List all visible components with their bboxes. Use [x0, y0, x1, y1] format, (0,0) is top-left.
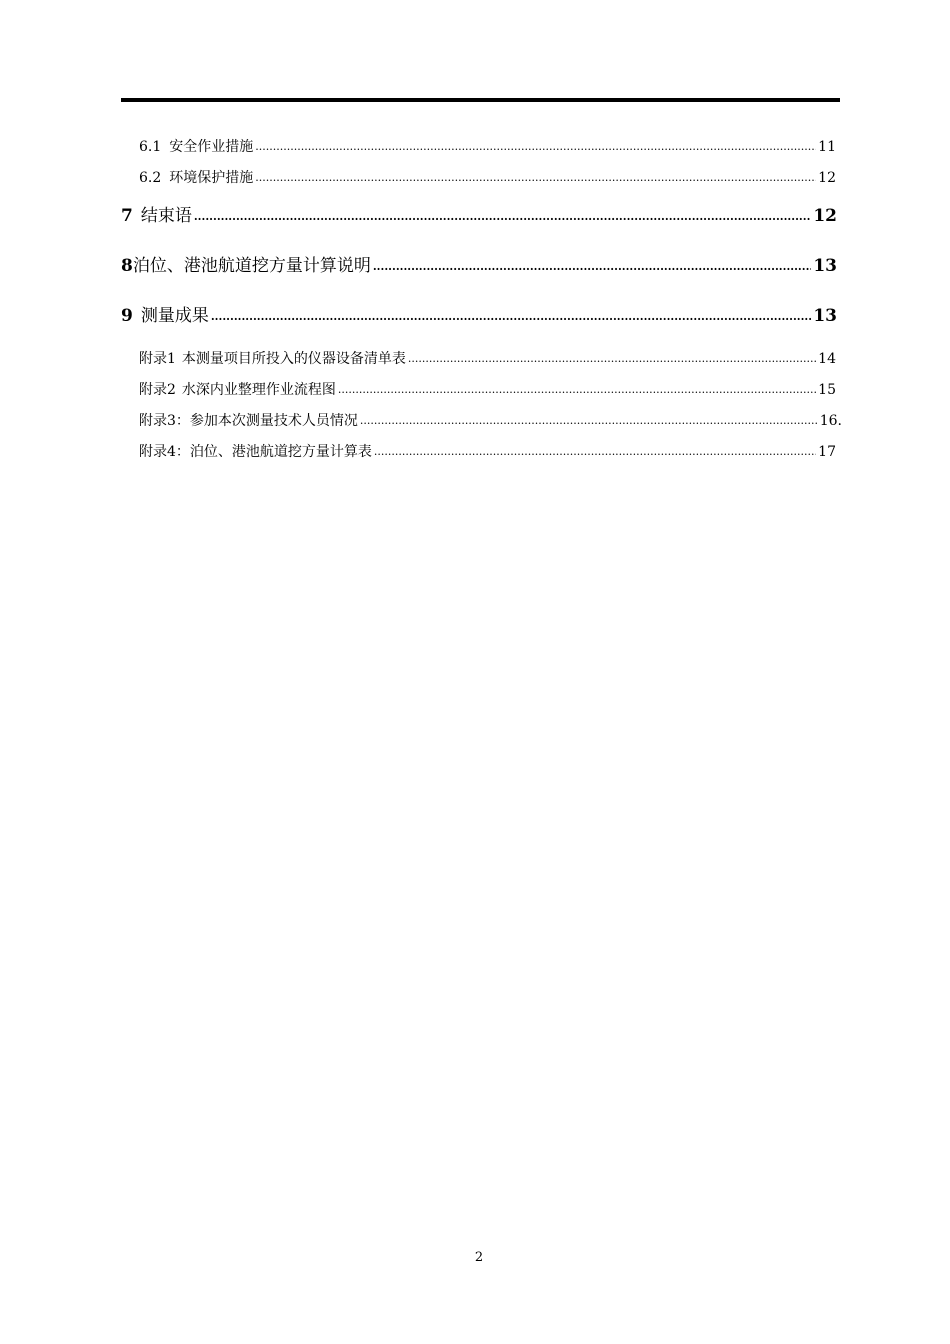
toc-entry-page: 17 [818, 444, 836, 460]
toc-dot-leader [338, 384, 816, 395]
toc-entry-appendix-4[interactable] [139, 445, 836, 459]
toc-entry-title: 环境保护措施 [169, 170, 254, 186]
page-number: 2 [474, 1250, 484, 1265]
toc-dot-leader [255, 172, 816, 183]
toc-entry-6-2[interactable] [139, 171, 836, 185]
toc-entry-page: 16. [819, 413, 842, 429]
toc-entry-number: 附录1 [139, 351, 176, 367]
toc-dot-leader [211, 311, 811, 322]
header-rule [121, 98, 840, 102]
toc-entry-appendix-1[interactable] [139, 352, 836, 366]
toc-entry-title: 安全作业措施 [169, 139, 254, 155]
toc-entry-7[interactable] [121, 208, 837, 225]
toc-entry-number: 6.1 [139, 139, 162, 155]
toc-entry-number: 附录2 [139, 382, 176, 398]
toc-entry-page: 11 [818, 139, 836, 155]
toc-entry-page: 14 [818, 351, 836, 367]
toc-entry-title: 参加本次测量技术人员情况 [189, 413, 358, 429]
toc-entry-title: 本测量项目所投入的仪器设备清单表 [181, 351, 406, 367]
toc-entry-title: 泊位、港池航道挖方量计算说明 [132, 256, 371, 276]
toc-dot-leader [374, 446, 816, 457]
toc-entry-page: 15 [818, 382, 836, 398]
toc-dot-leader [194, 211, 811, 222]
toc-entry-page: 13 [813, 256, 837, 276]
toc-entry-title: 水深内业整理作业流程图 [181, 382, 336, 398]
toc-entry-6-1[interactable] [139, 140, 836, 154]
toc-dot-leader [360, 415, 818, 426]
toc-entry-number: 6.2 [139, 170, 162, 186]
toc-entry-number: 附录3： [139, 413, 190, 429]
toc-entry-title: 测量成果 [140, 306, 209, 326]
toc-entry-page: 12 [813, 206, 837, 226]
toc-entry-number: 9 [121, 306, 133, 326]
toc-entry-number: 附录4： [139, 444, 190, 460]
toc-entry-title: 结束语 [140, 206, 192, 226]
toc-dot-leader [255, 141, 816, 152]
toc-entry-page: 13 [813, 306, 837, 326]
toc-entry-8[interactable] [121, 258, 837, 275]
toc-dot-leader [373, 261, 811, 272]
toc-dot-leader [408, 353, 816, 364]
toc-entry-title: 泊位、港池航道挖方量计算表 [189, 444, 372, 460]
toc-entry-appendix-2[interactable] [139, 383, 836, 397]
toc-entry-number: 8 [121, 256, 133, 276]
toc-entry-9[interactable] [121, 308, 837, 325]
toc-entry-appendix-3[interactable] [139, 414, 842, 428]
toc-entry-number: 7 [121, 206, 133, 226]
toc-entry-page: 12 [818, 170, 836, 186]
